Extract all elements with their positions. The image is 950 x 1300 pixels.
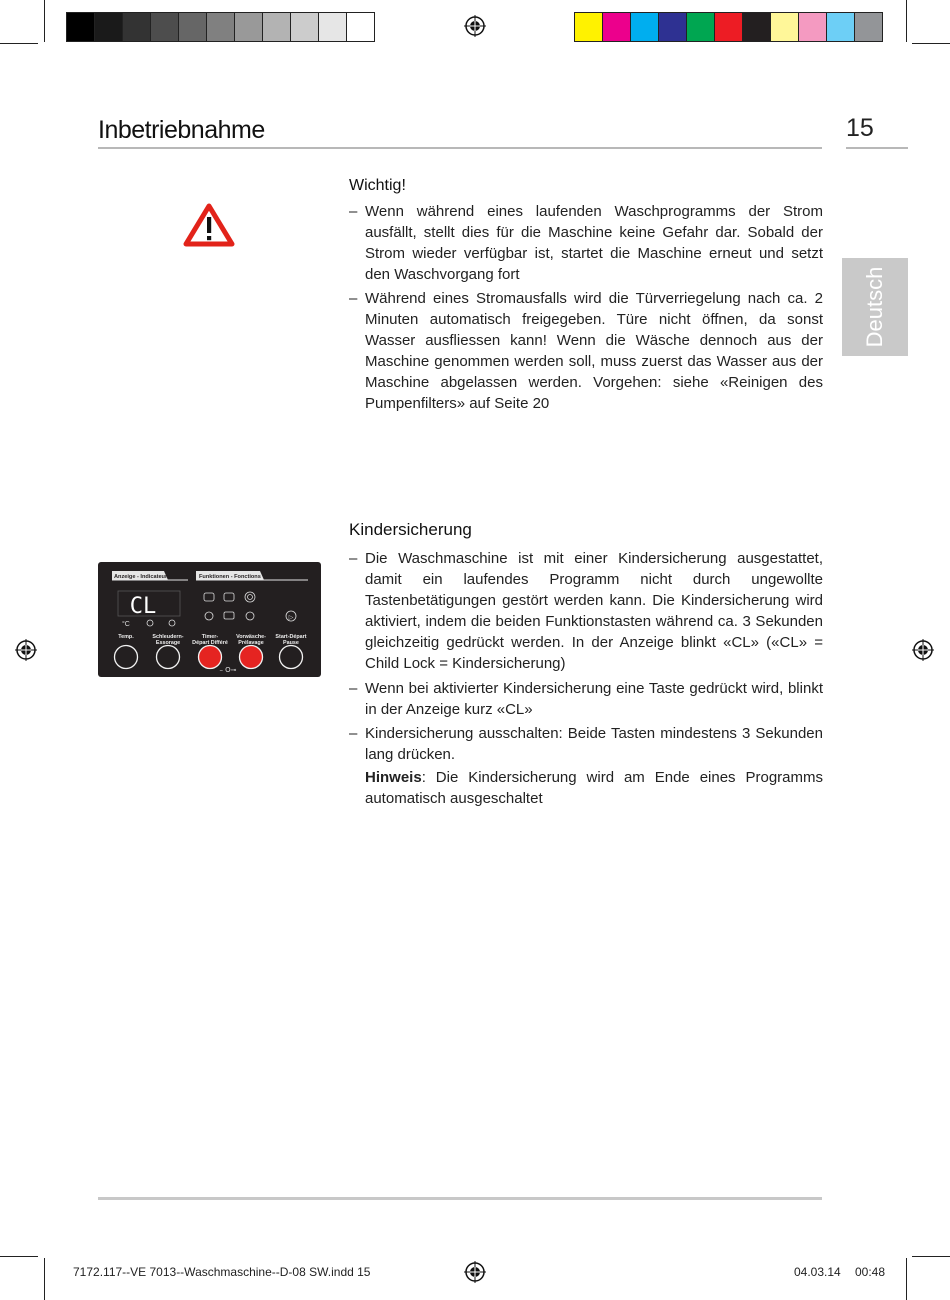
panel-button-sublabel: Départ Différé xyxy=(192,640,228,646)
crop-mark xyxy=(906,1258,907,1300)
crop-mark xyxy=(912,1256,950,1257)
registration-mark-icon xyxy=(464,15,486,37)
grey-swatch xyxy=(179,13,207,41)
color-swatch xyxy=(603,13,631,41)
crop-mark xyxy=(44,0,45,42)
grey-swatch xyxy=(95,13,123,41)
note xyxy=(365,767,823,809)
note-text: : Die Kindersicherung wird am Ende eines Programms automatisch ausgeschaltet xyxy=(365,769,823,807)
control-panel-illustration xyxy=(98,562,321,677)
color-swatch xyxy=(659,13,687,41)
functions-header-label: Funktionen - Fonctions xyxy=(199,574,261,580)
color-swatch xyxy=(799,13,827,41)
language-tab xyxy=(842,258,908,356)
grey-swatch xyxy=(123,13,151,41)
childlock-heading: Kindersicherung xyxy=(349,520,472,539)
panel-button-label: Temp. xyxy=(118,634,134,640)
registration-mark-icon xyxy=(15,639,37,661)
panel-button xyxy=(199,646,222,669)
grey-swatch xyxy=(291,13,319,41)
bottom-rule xyxy=(98,1197,822,1200)
list-item: – Wenn bei aktivierter Kindersicherung eine Taste gedrückt wird, blinkt in der Anzeige kurz «CL» xyxy=(349,680,823,718)
panel-button-label: Start-Départ xyxy=(275,634,307,640)
important-heading: Wichtig! xyxy=(349,177,406,194)
warning-triangle-icon xyxy=(183,203,235,247)
page-number: 15 xyxy=(846,114,874,142)
control-panel-graphic xyxy=(98,562,321,677)
panel-button xyxy=(240,646,263,669)
grey-swatch xyxy=(319,13,347,41)
list-item-text: Wenn während eines laufenden Waschprogramms der Strom ausfällt, stellt dies für die Maschine keine Gefahr dar. Sobald der Strom wieder verfügbar ist, startet die Maschine erneut und setzt den Waschvorgang fort xyxy=(365,203,823,283)
list-item-text: Kindersicherung ausschalten: Beide Tasten mindestens 3 Sekunden lang drücken. xyxy=(365,725,823,763)
color-swatch xyxy=(575,13,603,41)
color-swatch xyxy=(687,13,715,41)
panel-button-sublabel: Essorage xyxy=(155,640,181,646)
list-item: – Die Waschmaschine ist mit einer Kindersicherung ausgestattet, damit ein laufendes Programm nicht durch ungewollte Tastenbetätigungen gestört werden kann. Die Kindersicherung wird aktiviert, indem die beiden Funktionstasten während ca. 3 Sekunden gleichzeitig gedrückt werden. In der Anzeige blinkt «CL» («CL» = Child Lock = Kindersicherung) xyxy=(349,550,823,672)
list-item-text: Während eines Stromausfalls wird die Türverriegelung nach ca. 2 Minuten automatisch freigegeben. Türe nicht öffnen, da sonst Wasser ausfliessen kann! Wenn die Wäsche dennoch aus der Maschine genommen werden soll, muss zuerst das Wasser aus der Maschine abgelassen werden. Vorgehen: siehe «Reinigen des Pumpenfilters» auf Seite 20 xyxy=(365,290,823,412)
panel-button-sublabel: Pause xyxy=(283,640,299,646)
display-text: CL xyxy=(129,594,157,619)
crop-mark xyxy=(912,43,950,44)
registration-mark-icon xyxy=(912,639,934,661)
panel-button-label: Schleudern- xyxy=(152,634,184,640)
crop-mark xyxy=(44,1258,45,1300)
panel-button xyxy=(115,646,138,669)
color-calibration-strip xyxy=(574,12,883,42)
footer-date: 04.03.14 xyxy=(794,1265,841,1279)
language-tab-label: Deutsch xyxy=(862,266,887,348)
list-item-text: Die Waschmaschine ist mit einer Kindersicherung ausgestattet, damit ein laufendes Programm nicht durch ungewollte Tastenbetätigungen gestört werden kann. Die Kindersicherung wird aktiviert, indem die beiden Funktionstasten während ca. 3 Sekunden gleichzeitig gedrückt werden. In der Anzeige blinkt «CL» («CL» = Child Lock = Kindersicherung) xyxy=(365,550,823,672)
color-swatch xyxy=(855,13,882,41)
footer-file: 7172.117--VE 7013--Waschmaschine--D-08 SW.indd 15 xyxy=(73,1265,371,1279)
spin-function-icon xyxy=(245,592,255,602)
grey-swatch xyxy=(207,13,235,41)
grey-calibration-strip xyxy=(66,12,375,42)
delay-function-icon xyxy=(205,612,213,620)
footer-time: 00:48 xyxy=(855,1265,886,1279)
crop-mark xyxy=(0,1256,38,1257)
panel-button xyxy=(157,646,180,669)
list-item: – Während eines Stromausfalls wird die Türverriegelung nach ca. 2 Minuten automatisch freigegeben. Türe nicht öffnen, da sonst Wasser ausfliessen kann! Wenn die Wäsche dennoch aus der Maschine genommen werden soll, muss zuerst das Wasser aus der Maschine abgelassen werden. Vorgehen: siehe «Reinigen des Pumpenfilters» auf Seite 20 xyxy=(349,290,823,412)
list-item: – Kindersicherung ausschalten: Beide Tasten mindestens 3 Sekunden lang drücken. xyxy=(349,725,823,763)
panel-button xyxy=(280,646,303,669)
page-number-rule xyxy=(846,147,908,149)
temp-unit-label: °C xyxy=(122,621,130,628)
title-rule xyxy=(98,147,822,149)
color-swatch xyxy=(827,13,855,41)
list-item: – Wenn während eines laufenden Waschprogramms der Strom ausfällt, stellt dies für die Maschine keine Gefahr dar. Sobald der Strom wieder verfügbar ist, startet die Maschine erneut und setzt den Waschvorgang fort xyxy=(349,203,823,283)
grey-swatch xyxy=(67,13,95,41)
timer-indicator-icon xyxy=(169,620,175,626)
ready-indicator-icon xyxy=(246,612,254,620)
registration-mark-icon xyxy=(464,1261,486,1283)
page-title: Inbetriebnahme xyxy=(98,116,265,144)
color-swatch xyxy=(631,13,659,41)
list-item-text: Wenn bei aktivierter Kindersicherung eine Taste gedrückt wird, blinkt in der Anzeige kurz «CL» xyxy=(365,680,823,718)
grey-swatch xyxy=(151,13,179,41)
grey-swatch xyxy=(235,13,263,41)
child-lock-symbol: – O⊸ xyxy=(219,666,237,674)
wash-function-icon xyxy=(204,593,214,601)
color-swatch xyxy=(743,13,771,41)
color-swatch xyxy=(771,13,799,41)
grey-swatch xyxy=(347,13,374,41)
spin-indicator-icon xyxy=(147,620,153,626)
display-header-label: Anzeige - Indicateur xyxy=(114,574,168,580)
panel-button-label: Vorwäsche- xyxy=(236,634,266,640)
note-label: Hinweis xyxy=(365,769,422,786)
svg-text:▷: ▷ xyxy=(288,614,294,621)
crop-mark xyxy=(906,0,907,42)
rinse-function-icon xyxy=(224,593,234,601)
color-swatch xyxy=(715,13,743,41)
grey-swatch xyxy=(263,13,291,41)
prewash-function-icon xyxy=(224,612,234,619)
crop-mark xyxy=(0,43,38,44)
panel-button-label: Timer- xyxy=(201,634,219,640)
panel-button-sublabel: Prélavage xyxy=(238,640,264,646)
